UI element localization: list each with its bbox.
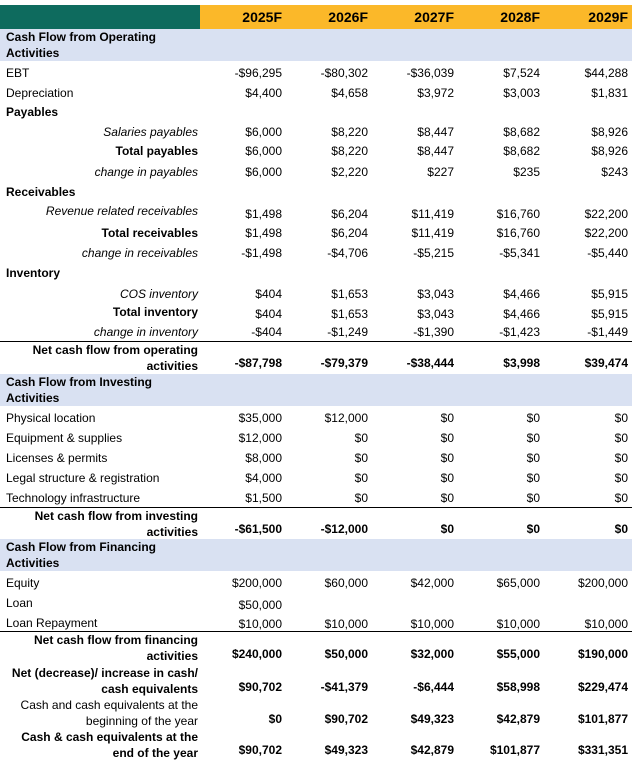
- cell-value: $0: [614, 451, 628, 465]
- cell-value: $101,877: [489, 743, 540, 757]
- cell-value: $0: [440, 471, 454, 485]
- cell-value: $3,043: [417, 287, 454, 301]
- cell-value: $404: [255, 287, 282, 301]
- cell-value: $10,000: [410, 617, 454, 631]
- cell-value: $12,000: [238, 431, 282, 445]
- subsection-label: Payables: [6, 105, 59, 119]
- cell-value: $49,323: [324, 743, 368, 757]
- cell-value: $1,498: [245, 226, 282, 240]
- cell-value: $10,000: [324, 617, 368, 631]
- cell-value: -$1,249: [327, 325, 368, 339]
- section-title: Cash Flow from Investing Activities: [6, 375, 153, 405]
- table-row: [0, 223, 632, 243]
- cell-value: -$41,379: [320, 680, 368, 694]
- cell-value: $0: [614, 522, 628, 536]
- table-row: [0, 613, 632, 633]
- table-row: [0, 122, 632, 142]
- cell-value: $4,400: [245, 86, 282, 100]
- year-header: 2028F: [500, 9, 540, 25]
- cell-value: -$1,449: [587, 325, 628, 339]
- cell-value: $235: [513, 165, 540, 179]
- cell-value: -$38,444: [406, 356, 454, 370]
- cell-value: $6,000: [245, 125, 282, 139]
- net-change-row: [0, 664, 632, 698]
- subsection-row: [0, 264, 632, 282]
- investing-section-header: [0, 374, 632, 406]
- financing-total-row: [0, 631, 632, 664]
- cell-value: $331,351: [577, 743, 628, 757]
- cell-value: $0: [526, 451, 540, 465]
- cell-value: $60,000: [324, 576, 368, 590]
- cell-value: $240,000: [231, 647, 282, 661]
- cell-value: $0: [354, 451, 368, 465]
- cell-value: $58,998: [496, 680, 540, 694]
- cell-value: $0: [440, 431, 454, 445]
- operating-total-row: [0, 341, 632, 374]
- cell-value: $90,702: [238, 743, 282, 757]
- row-label: EBT: [6, 66, 30, 80]
- cell-value: $8,926: [591, 144, 628, 158]
- cell-value: $8,926: [591, 125, 628, 139]
- table-row: [0, 448, 632, 468]
- table-row: [0, 408, 632, 428]
- section-title: Cash Flow from Financing Activities: [6, 540, 157, 570]
- row-label: Legal structure & registration: [6, 471, 160, 485]
- cell-value: -$5,341: [499, 246, 540, 260]
- cell-value: $32,000: [410, 647, 454, 661]
- cell-value: $10,000: [584, 617, 628, 631]
- cell-value: $0: [440, 451, 454, 465]
- cell-value: -$1,498: [241, 246, 282, 260]
- row-label: change in inventory: [93, 325, 198, 339]
- cell-value: $2,220: [331, 165, 368, 179]
- cell-value: -$5,215: [413, 246, 454, 260]
- cell-value: $101,877: [577, 712, 628, 726]
- cell-value: $0: [614, 411, 628, 425]
- row-label: Technology infrastructure: [6, 491, 141, 505]
- cell-value: $404: [255, 307, 282, 321]
- cell-value: $90,702: [238, 680, 282, 694]
- cell-value: $200,000: [577, 576, 628, 590]
- cell-value: $190,000: [577, 647, 628, 661]
- row-label: change in payables: [94, 165, 198, 179]
- cell-value: $0: [614, 431, 628, 445]
- row-label: Total inventory: [112, 305, 198, 319]
- investing-total-row: [0, 507, 632, 539]
- table-row: [0, 468, 632, 488]
- cell-value: $0: [354, 491, 368, 505]
- row-label: Depreciation: [6, 86, 74, 100]
- cell-value: $22,200: [584, 207, 628, 221]
- year-header-row: [0, 5, 632, 29]
- financing-section-header: [0, 539, 632, 571]
- section-title: Cash Flow from Operating Activities: [6, 30, 157, 60]
- cell-value: $4,658: [331, 86, 368, 100]
- cell-value: $8,447: [417, 144, 454, 158]
- table-row: [0, 284, 632, 304]
- cell-value: $3,972: [417, 86, 454, 100]
- cell-value: $0: [440, 491, 454, 505]
- cell-value: $42,879: [410, 743, 454, 757]
- cell-value: -$5,440: [587, 246, 628, 260]
- cell-value: $5,915: [591, 307, 628, 321]
- cell-value: $1,653: [331, 307, 368, 321]
- row-label: Net (decrease)/ increase in cash/ cash equivalents: [11, 666, 198, 696]
- cell-value: $0: [354, 431, 368, 445]
- cell-value: $1,500: [245, 491, 282, 505]
- table-row: [0, 323, 632, 341]
- row-label: Licenses & permits: [6, 451, 108, 465]
- cell-value: $8,000: [245, 451, 282, 465]
- row-label: Net cash flow from financing activities: [33, 633, 198, 663]
- row-label: Total receivables: [101, 226, 198, 240]
- cell-value: $11,419: [411, 207, 454, 221]
- row-label: Revenue related receivables: [45, 204, 198, 218]
- cell-value: -$6,444: [413, 680, 454, 694]
- cell-value: $0: [614, 491, 628, 505]
- row-label: Equity: [6, 576, 40, 590]
- table-row: [0, 303, 632, 321]
- cell-value: $8,682: [503, 125, 540, 139]
- cell-value: $10,000: [238, 617, 282, 631]
- ending-cash-row: [0, 728, 632, 761]
- cell-value: $0: [440, 522, 454, 536]
- row-label: change in receivables: [81, 246, 198, 260]
- cell-value: $22,200: [584, 226, 628, 240]
- year-header: 2029F: [588, 9, 628, 25]
- subsection-label: Inventory: [6, 266, 61, 280]
- cell-value: $4,000: [245, 471, 282, 485]
- cell-value: $3,998: [503, 356, 540, 370]
- table-row: [0, 573, 632, 593]
- cell-value: -$61,500: [234, 522, 282, 536]
- year-header: 2025F: [242, 9, 282, 25]
- cell-value: $3,043: [417, 307, 454, 321]
- row-label: Total payables: [115, 144, 198, 158]
- row-label: Equipment & supplies: [6, 431, 123, 445]
- cell-value: $6,204: [331, 226, 368, 240]
- cell-value: $35,000: [238, 411, 282, 425]
- cell-value: $0: [526, 522, 540, 536]
- cell-value: $7,524: [503, 66, 540, 80]
- operating-section-header: [0, 29, 632, 61]
- cell-value: $8,220: [331, 125, 368, 139]
- cell-value: $227: [427, 165, 454, 179]
- row-label: COS inventory: [119, 287, 198, 301]
- table-row: [0, 142, 632, 160]
- cell-value: $1,498: [245, 207, 282, 221]
- row-label: Loan: [6, 596, 33, 610]
- cell-value: $10,000: [496, 617, 540, 631]
- cell-value: $1,653: [331, 287, 368, 301]
- cell-value: $11,419: [411, 226, 454, 240]
- beginning-cash-row: [0, 697, 632, 729]
- cell-value: $0: [614, 471, 628, 485]
- cell-value: $0: [268, 712, 282, 726]
- table-row: [0, 428, 632, 448]
- header-corner-cell: [0, 5, 200, 29]
- cell-value: $6,000: [245, 144, 282, 158]
- table-row: [0, 63, 632, 83]
- table-row: [0, 201, 632, 221]
- row-label: Loan Repayment: [6, 616, 98, 630]
- cell-value: $12,000: [324, 411, 368, 425]
- cell-value: -$87,798: [234, 356, 282, 370]
- year-header: 2027F: [414, 9, 454, 25]
- cell-value: $229,474: [577, 680, 628, 694]
- row-label: Salaries payables: [103, 125, 198, 139]
- cell-value: -$1,390: [413, 325, 454, 339]
- cell-value: $4,466: [503, 307, 540, 321]
- cell-value: -$36,039: [406, 66, 454, 80]
- cell-value: -$96,295: [234, 66, 282, 80]
- cell-value: $3,003: [503, 86, 540, 100]
- cell-value: $50,000: [324, 647, 368, 661]
- row-label: Net cash flow from investing activities: [34, 508, 198, 539]
- cell-value: $8,682: [503, 144, 540, 158]
- cell-value: $42,000: [410, 576, 454, 590]
- cell-value: $0: [440, 411, 454, 425]
- subsection-label: Receivables: [6, 185, 76, 199]
- cell-value: $16,760: [496, 226, 540, 240]
- row-label: Physical location: [6, 411, 96, 425]
- cell-value: $55,000: [496, 647, 540, 661]
- cell-value: $8,447: [417, 125, 454, 139]
- cell-value: $0: [526, 491, 540, 505]
- cell-value: $0: [526, 471, 540, 485]
- subsection-row: [0, 103, 632, 121]
- cell-value: $4,466: [503, 287, 540, 301]
- cell-value: $8,220: [331, 144, 368, 158]
- cell-value: $6,000: [245, 165, 282, 179]
- row-label: Net cash flow from operating activities: [32, 343, 198, 373]
- row-label: Cash & cash equivalents at the end of the year: [21, 729, 198, 760]
- table-row: [0, 162, 632, 182]
- cell-value: $44,288: [584, 66, 628, 80]
- table-row: [0, 83, 632, 103]
- subsection-row: [0, 183, 632, 201]
- table-row: [0, 488, 632, 508]
- cell-value: -$79,379: [320, 356, 368, 370]
- cell-value: $0: [526, 431, 540, 445]
- year-header: 2026F: [328, 9, 368, 25]
- table-row: [0, 243, 632, 263]
- cell-value: -$1,423: [499, 325, 540, 339]
- cell-value: $49,323: [410, 712, 454, 726]
- table-row: [0, 593, 632, 613]
- cell-value: -$12,000: [320, 522, 368, 536]
- cell-value: $243: [601, 165, 628, 179]
- cell-value: $65,000: [496, 576, 540, 590]
- cell-value: $39,474: [584, 356, 628, 370]
- cell-value: $0: [354, 471, 368, 485]
- cell-value: $1,831: [591, 86, 628, 100]
- cell-value: -$404: [251, 325, 282, 339]
- cell-value: $16,760: [496, 207, 540, 221]
- cell-value: $0: [526, 411, 540, 425]
- cell-value: -$80,302: [320, 66, 368, 80]
- cell-value: $5,915: [591, 287, 628, 301]
- cell-value: -$4,706: [327, 246, 368, 260]
- row-label: Cash and cash equivalents at the beginning of the year: [20, 698, 198, 728]
- cell-value: $6,204: [331, 207, 368, 221]
- cell-value: $50,000: [238, 598, 282, 612]
- cell-value: $42,879: [496, 712, 540, 726]
- cell-value: $200,000: [231, 576, 282, 590]
- cell-value: $90,702: [324, 712, 368, 726]
